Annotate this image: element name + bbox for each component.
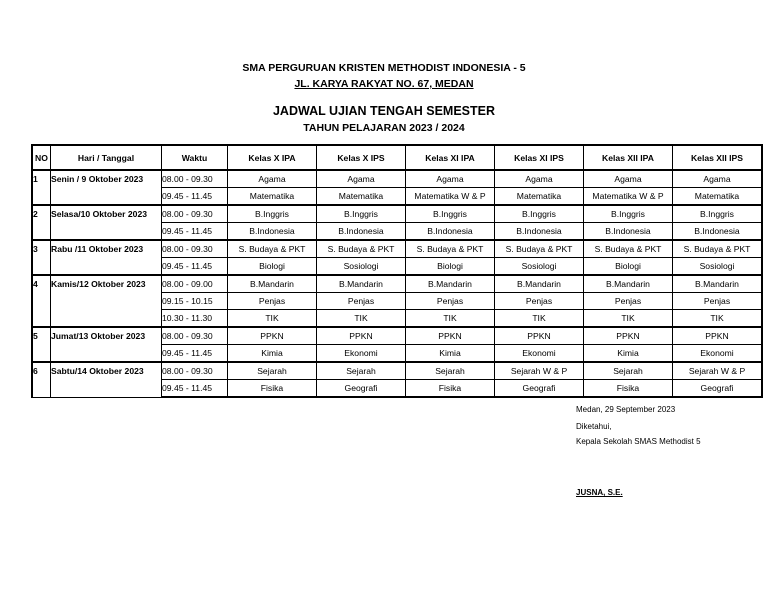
subject-cell: Agama — [406, 170, 495, 188]
subject-cell: Biologi — [406, 258, 495, 276]
subject-cell: Sejarah — [406, 362, 495, 380]
subject-cell: S. Budaya & PKT — [406, 240, 495, 258]
subject-cell: Geografi — [317, 380, 406, 398]
subject-cell: Ekonomi — [495, 345, 584, 363]
subject-cell: Ekonomi — [317, 345, 406, 363]
table-row — [32, 327, 762, 345]
subject-cell: B.Mandarin — [495, 275, 584, 293]
day-date: Kamis/12 Oktober 2023 — [51, 275, 162, 327]
subject-cell: Geografi — [495, 380, 584, 398]
subject-cell: B.Inggris — [228, 205, 317, 223]
subject-cell: Agama — [673, 170, 763, 188]
subject-cell: Kimia — [228, 345, 317, 363]
subject-cell: PPKN — [228, 327, 317, 345]
day-number: 2 — [32, 205, 51, 240]
day-date: Selasa/10 Oktober 2023 — [51, 205, 162, 240]
subject-cell: Biologi — [584, 258, 673, 276]
subject-cell: B.Inggris — [673, 205, 763, 223]
session-time: 09.45 - 11.45 — [162, 345, 228, 363]
session-time: 08.00 - 09.30 — [162, 327, 228, 345]
day-number: 4 — [32, 275, 51, 327]
day-number: 6 — [32, 362, 51, 397]
subject-cell: Sejarah W & P — [673, 362, 763, 380]
subject-cell: TIK — [317, 310, 406, 328]
subject-cell: B.Indonesia — [406, 223, 495, 241]
subject-cell: Sosiologi — [495, 258, 584, 276]
column-header-class: Kelas X IPS — [317, 145, 406, 170]
table-body — [32, 170, 762, 397]
subject-cell: B.Mandarin — [228, 275, 317, 293]
subject-cell: B.Mandarin — [317, 275, 406, 293]
session-time: 09.15 - 10.15 — [162, 293, 228, 310]
subject-cell: TIK — [228, 310, 317, 328]
subject-cell: Matematika — [673, 188, 763, 206]
column-header-class: Kelas XI IPA — [406, 145, 495, 170]
subject-cell: Kimia — [406, 345, 495, 363]
subject-cell: PPKN — [584, 327, 673, 345]
table-row — [32, 362, 762, 380]
subject-cell: TIK — [584, 310, 673, 328]
subject-cell: PPKN — [673, 327, 763, 345]
subject-cell: Ekonomi — [673, 345, 763, 363]
day-date: Senin / 9 Oktober 2023 — [51, 170, 162, 205]
subject-cell: Biologi — [228, 258, 317, 276]
signature-acknowledged: Diketahui, — [576, 422, 612, 431]
subject-cell: B.Indonesia — [228, 223, 317, 241]
column-header-class: Kelas X IPA — [228, 145, 317, 170]
subject-cell: Sosiologi — [317, 258, 406, 276]
session-time: 08.00 - 09.30 — [162, 240, 228, 258]
subject-cell: Agama — [495, 170, 584, 188]
subject-cell: Sejarah W & P — [495, 362, 584, 380]
subject-cell: TIK — [495, 310, 584, 328]
subject-cell: B.Inggris — [495, 205, 584, 223]
subject-cell: Fisika — [228, 380, 317, 398]
subject-cell: Penjas — [584, 293, 673, 310]
subject-cell: Penjas — [317, 293, 406, 310]
subject-cell: Sejarah — [584, 362, 673, 380]
subject-cell: B.Inggris — [584, 205, 673, 223]
subject-cell: S. Budaya & PKT — [317, 240, 406, 258]
subject-cell: S. Budaya & PKT — [584, 240, 673, 258]
subject-cell: Penjas — [228, 293, 317, 310]
subject-cell: PPKN — [495, 327, 584, 345]
subject-cell: B.Mandarin — [673, 275, 763, 293]
session-time: 09.45 - 11.45 — [162, 380, 228, 398]
day-date: Jumat/13 Oktober 2023 — [51, 327, 162, 362]
signature-place-date: Medan, 29 September 2023 — [576, 405, 676, 414]
column-header-class: Kelas XI IPS — [495, 145, 584, 170]
subject-cell: Matematika W & P — [406, 188, 495, 206]
signature-name: JUSNA, S.E. — [576, 488, 623, 497]
subject-cell: Agama — [584, 170, 673, 188]
column-header-no: NO — [32, 145, 51, 170]
subject-cell: Penjas — [673, 293, 763, 310]
subject-cell: Penjas — [406, 293, 495, 310]
subject-cell: Fisika — [584, 380, 673, 398]
day-date: Sabtu/14 Oktober 2023 — [51, 362, 162, 397]
subject-cell: B.Indonesia — [317, 223, 406, 241]
column-header-class: Kelas XII IPS — [673, 145, 763, 170]
subject-cell: B.Inggris — [317, 205, 406, 223]
subject-cell: TIK — [406, 310, 495, 328]
subject-cell: B.Mandarin — [584, 275, 673, 293]
academic-year: TAHUN PELAJARAN 2023 / 2024 — [303, 122, 465, 134]
document-title: JADWAL UJIAN TENGAH SEMESTER — [272, 104, 495, 118]
subject-cell: B.Mandarin — [406, 275, 495, 293]
subject-cell: Fisika — [406, 380, 495, 398]
table-row — [32, 170, 762, 188]
subject-cell: Matematika — [317, 188, 406, 206]
subject-cell: S. Budaya & PKT — [673, 240, 763, 258]
table-row — [32, 240, 762, 258]
subject-cell: TIK — [673, 310, 763, 328]
subject-cell: B.Inggris — [406, 205, 495, 223]
table-row — [32, 205, 762, 223]
subject-cell: Geografi — [673, 380, 763, 398]
column-header-day: Hari / Tanggal — [51, 145, 162, 170]
subject-cell: Kimia — [584, 345, 673, 363]
school-name: SMA PERGURUAN KRISTEN METHODIST INDONESIA - 5 — [242, 62, 526, 74]
session-time: 09.45 - 11.45 — [162, 188, 228, 206]
subject-cell: PPKN — [317, 327, 406, 345]
subject-cell: B.Indonesia — [673, 223, 763, 241]
table-row — [32, 275, 762, 293]
subject-cell: B.Indonesia — [495, 223, 584, 241]
day-number: 5 — [32, 327, 51, 362]
subject-cell: Sosiologi — [673, 258, 763, 276]
subject-cell: Agama — [317, 170, 406, 188]
signature-role: Kepala Sekolah SMAS Methodist 5 — [576, 437, 701, 446]
column-header-class: Kelas XII IPA — [584, 145, 673, 170]
subject-cell: PPKN — [406, 327, 495, 345]
column-header-time: Waktu — [162, 145, 228, 170]
day-number: 1 — [32, 170, 51, 205]
session-time: 10.30 - 11.30 — [162, 310, 228, 328]
subject-cell: Matematika — [228, 188, 317, 206]
session-time: 09.45 - 11.45 — [162, 258, 228, 276]
exam-schedule-table — [31, 144, 763, 398]
subject-cell: Penjas — [495, 293, 584, 310]
session-time: 08.00 - 09.30 — [162, 170, 228, 188]
school-address: JL. KARYA RAKYAT NO. 67, MEDAN — [294, 78, 474, 90]
subject-cell: Sejarah — [228, 362, 317, 380]
subject-cell: B.Indonesia — [584, 223, 673, 241]
subject-cell: Sejarah — [317, 362, 406, 380]
subject-cell: Matematika — [495, 188, 584, 206]
table-header-row — [32, 145, 762, 170]
subject-cell: Agama — [228, 170, 317, 188]
session-time: 08.00 - 09.30 — [162, 362, 228, 380]
subject-cell: Matematika W & P — [584, 188, 673, 206]
day-number: 3 — [32, 240, 51, 275]
session-time: 08.00 - 09.30 — [162, 205, 228, 223]
subject-cell: S. Budaya & PKT — [495, 240, 584, 258]
session-time: 09.45 - 11.45 — [162, 223, 228, 241]
day-date: Rabu /11 Oktober 2023 — [51, 240, 162, 275]
subject-cell: S. Budaya & PKT — [228, 240, 317, 258]
session-time: 08.00 - 09.00 — [162, 275, 228, 293]
